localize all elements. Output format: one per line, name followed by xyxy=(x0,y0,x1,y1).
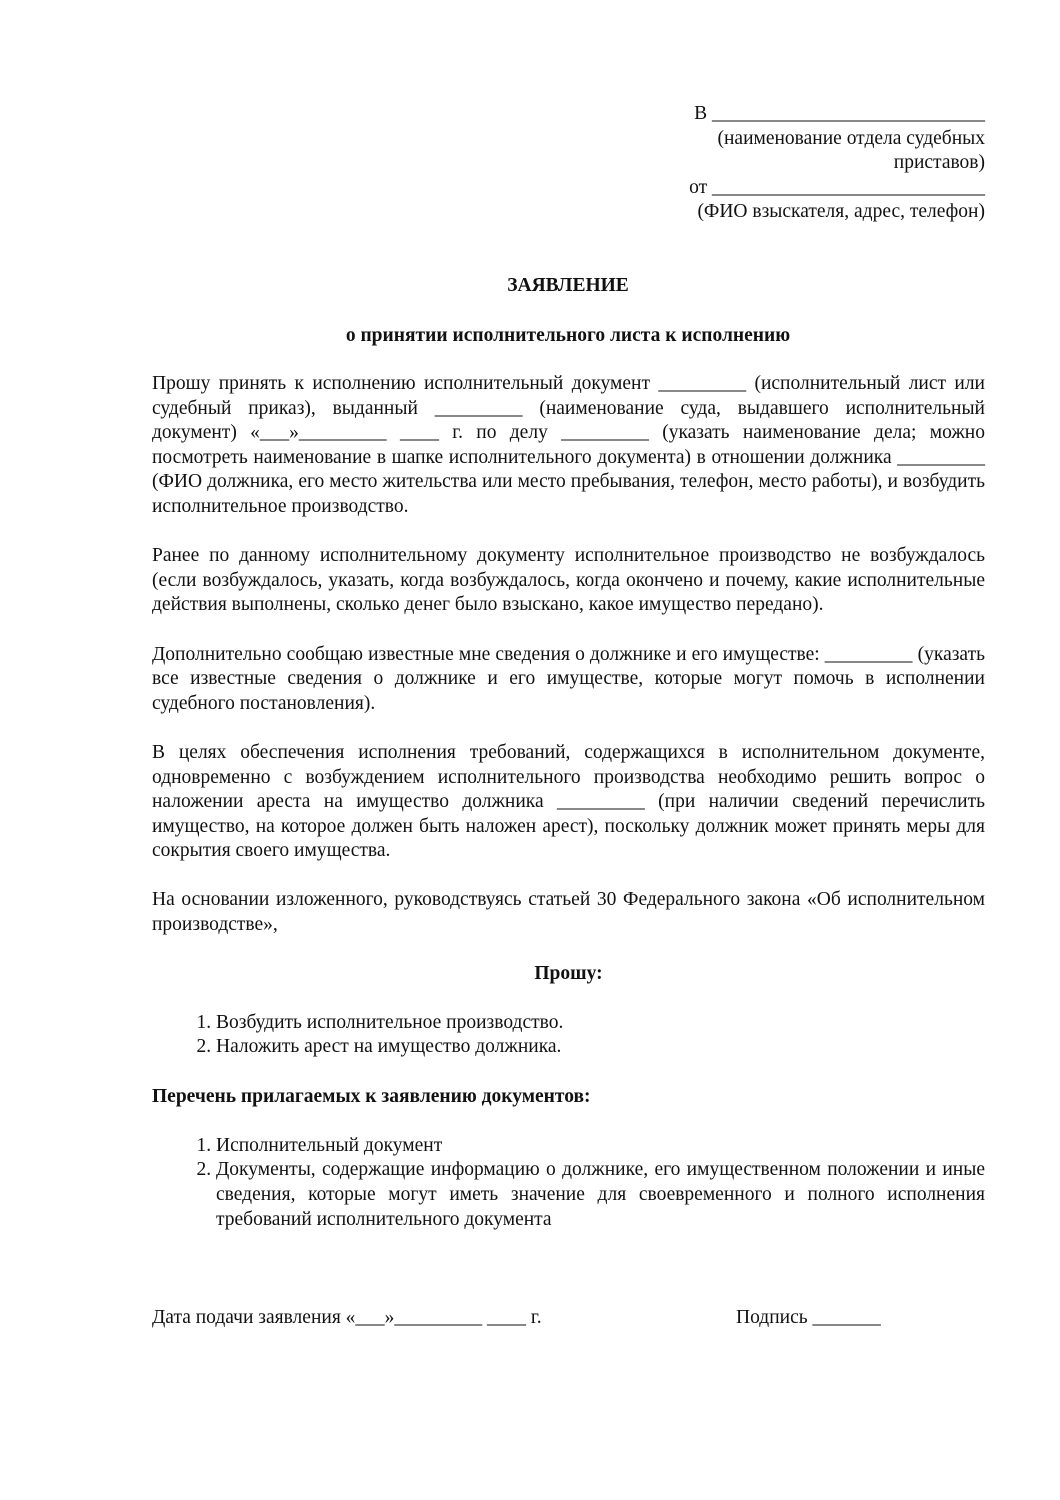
document-body xyxy=(152,372,985,1257)
submission-date: Дата подачи заявления «___»_________ ____ г. xyxy=(152,1307,542,1328)
list-item: 2. Документы, содержащие информацию о должнике, его имущественном положении и иные сведения, которые могут иметь значение для своевременного и полного исполнения требований исполнительного документа xyxy=(216,1158,985,1232)
list-item: 1. Возбудить исполнительное производство. xyxy=(216,1011,985,1036)
signature-line: Подпись _______ xyxy=(736,1307,881,1328)
addressee-block xyxy=(600,102,985,225)
list-item: 2. Наложить арест на имущество должника. xyxy=(216,1035,985,1060)
document-title: ЗАЯВЛЕНИЕ xyxy=(507,275,629,296)
request-list xyxy=(152,1011,985,1060)
attachments-heading: Перечень прилагаемых к заявлению документов: xyxy=(152,1085,591,1107)
list-item: 1. Исполнительный документ xyxy=(216,1134,985,1159)
paragraph-arrest: В целях обеспечения исполнения требований, содержащихся в исполнительном документе, одновременно с возбуждением исполнительного производства необходимо решить вопрос о наложении ареста на имущество должника _________ (при наличии сведений перечислить имущество, на которое должен быть наложен арест), поскольку должник может принять меры для сокрытия своего имущества. xyxy=(152,741,985,862)
to-note: (наименование отдела судебных xyxy=(717,127,985,149)
from-line: от ____________________________ xyxy=(689,176,985,198)
paragraph-debtor-info: Дополнительно сообщаю известные мне сведения о должнике и его имуществе: _________ (указать все известные сведения о должнике и его имуществе, которые могут помочь в исполнении судебного постановления). xyxy=(152,643,985,714)
to-line: В ____________________________ xyxy=(694,103,985,124)
signature-block xyxy=(152,1306,985,1331)
paragraph-request: Прошу принять к исполнению исполнительный документ _________ (исполнительный лист или судебный приказ), выданный _________ (наименование суда, выдавшего исполнительный документ) «___»_________ ____ г. по делу _________ (указать наименование дела; можно посмотреть наименование в шапке исполнительного документа) в отношении должника _________ (ФИО должника, его место жительства или место пребывания, телефон, место работы), и возбудить исполнительное производство. xyxy=(152,373,985,517)
request-heading: Прошу: xyxy=(534,963,603,985)
document-subtitle: о принятии исполнительного листа к исполнению xyxy=(345,325,791,346)
paragraph-prior-proceedings: Ранее по данному исполнительному документу исполнительное производство не возбуждалось (если возбуждалось, указать, когда возбуждалось, когда окончено и почему, какие исполнительные действия выполнены, сколько денег было взыскано, какое имущество передано). xyxy=(152,545,985,616)
from-note: (ФИО взыскателя, адрес, телефон) xyxy=(697,201,985,222)
to-note-cont: приставов) xyxy=(893,152,985,173)
attachments-list xyxy=(152,1134,985,1232)
paragraph-legal-basis: На основании изложенного, руководствуясь статьей 30 Федерального закона «Об исполнительном производстве», xyxy=(152,889,985,936)
